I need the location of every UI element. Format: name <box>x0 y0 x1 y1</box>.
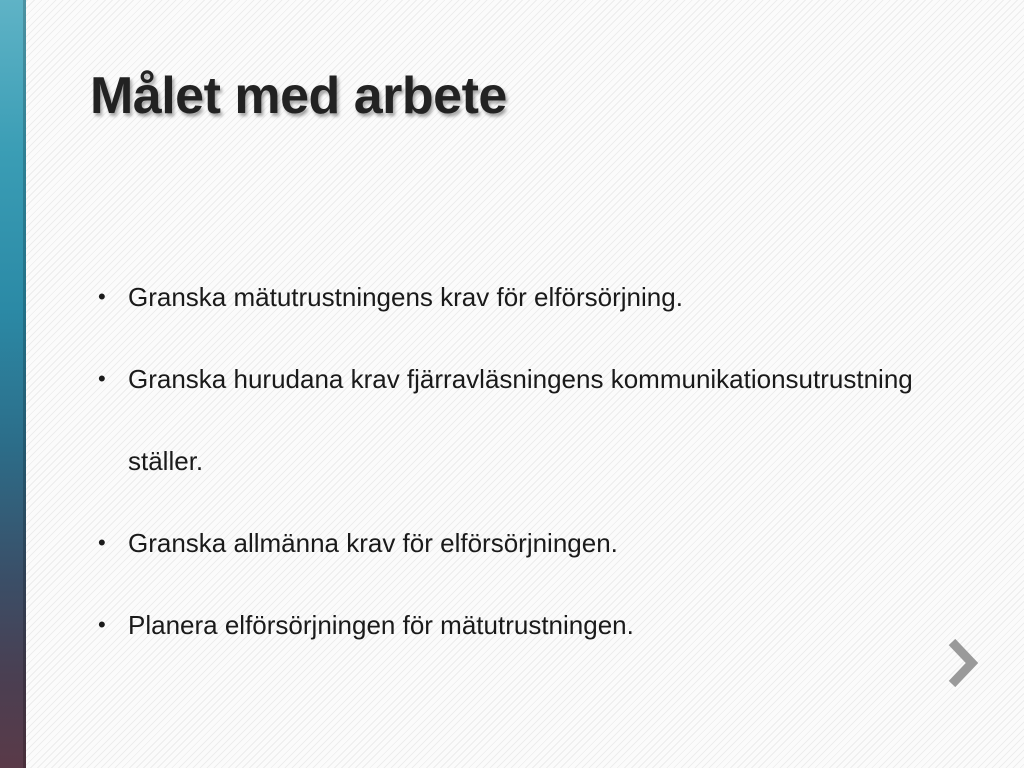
bullet-list <box>96 256 956 666</box>
bullet-dot-icon: • <box>98 530 106 555</box>
bullet-item-3 <box>96 502 956 584</box>
bullet-item-1 <box>96 256 956 338</box>
bullet-text: Planera elförsörjningen för mätutrustningen. <box>128 610 634 640</box>
bullet-dot-icon: • <box>98 612 106 637</box>
bullet-item-4 <box>96 584 956 666</box>
bullet-dot-icon: • <box>98 366 106 391</box>
bullet-text: Granska hurudana krav fjärravläsningens kommunikationsutrustning ställer. <box>128 364 913 476</box>
slide-title: Målet med arbete <box>90 67 507 125</box>
chevron-right-icon <box>940 632 984 694</box>
bullet-dot-icon: • <box>98 284 106 309</box>
bullet-item-2 <box>96 338 956 502</box>
bullet-text: Granska mätutrustningens krav för elförsörjning. <box>128 282 683 312</box>
next-slide-button[interactable] <box>940 632 984 694</box>
bullet-text: Granska allmänna krav för elförsörjningen. <box>128 528 618 558</box>
accent-sidebar <box>0 0 26 768</box>
